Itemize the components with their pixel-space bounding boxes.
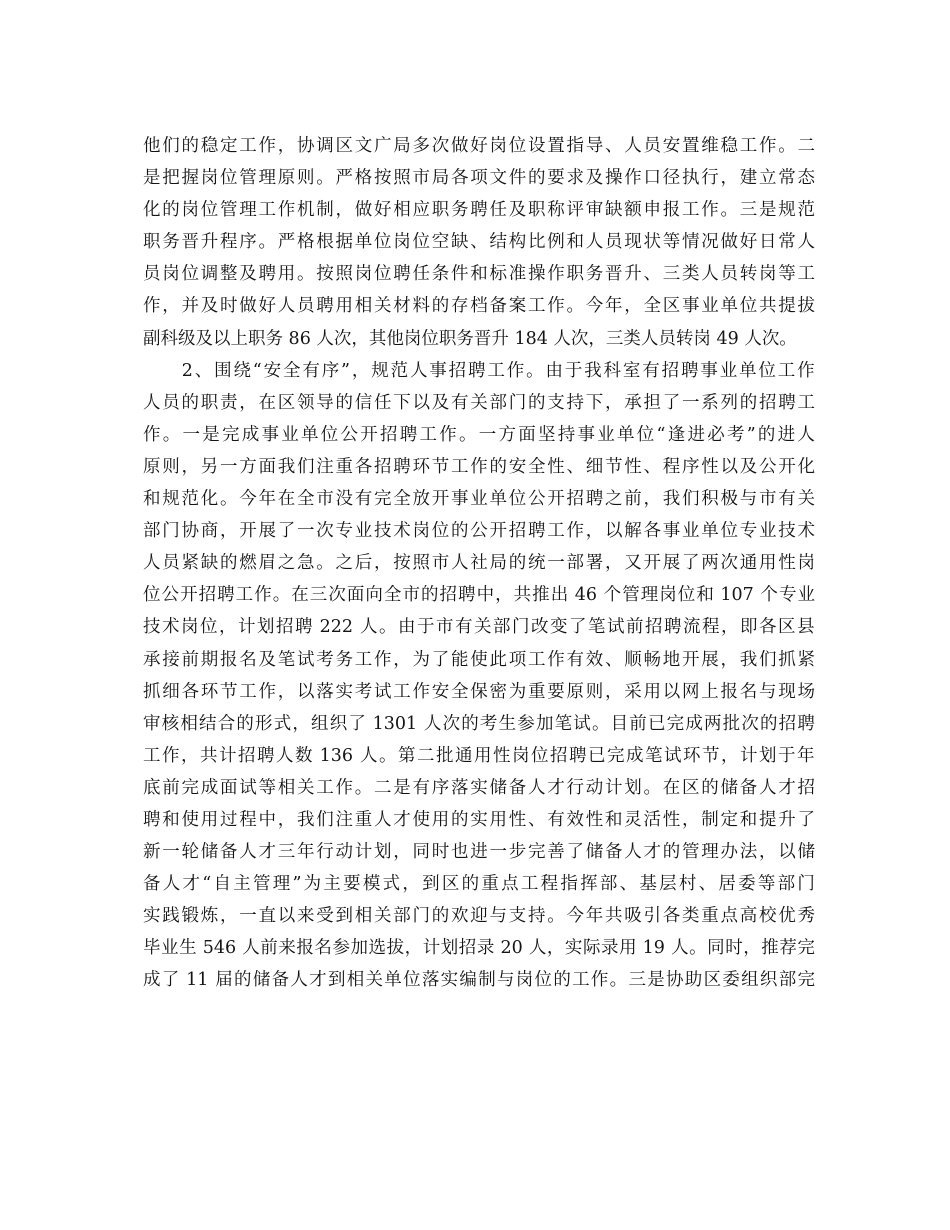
text-line: 实 践 锻 炼 ， 一 直 以 来 受 到 相 关 部 门 的 欢 迎 与 支 持 。 今 年 共 吸 引 各 类 重 点 高 校 优 秀	[143, 906, 815, 927]
text-line: 成 了 11 届 的 储 备 人 才 到 相 关 单 位 落 实 编 制 与 岗 位 的 工 作 。 三 是 协 助 区 委 组 织 部 完	[143, 970, 815, 991]
text-line: 部 门 协 商 ， 开 展 了 一 次 专 业 技 术 岗 位 的 公 开 招 聘 工 作 ， 以 解 各 事 业 单 位 专 业 技 术	[143, 521, 815, 542]
text-line: 2 、 围 绕 “ 安 全 有 序 ” ， 规 范 人 事 招 聘 工 作 。 由 于 我 科 室 有 招 聘 事 业 单 位 工 作	[181, 360, 815, 381]
text-line: 他 们 的 稳 定 工 作 ， 协 调 区 文 广 局 多 次 做 好 岗 位 设 置 指 导 、 人 员 安 置 维 稳 工 作 。 二	[143, 136, 815, 156]
text-line: 人 员 的 职 责 ， 在 区 领 导 的 信 任 下 以 及 有 关 部 门 的 支 持 下 ， 承 担 了 一 系 列 的 招 聘 工	[143, 392, 815, 413]
text-line: 毕 业 生 546 人 前 来 报 名 参 加 选 拔 ， 计 划 招 录 20 人 ， 实 际 录 用 19 人 。 同 时 ， 推 荐 完	[143, 938, 815, 959]
text-line: 承 接 前 期 报 名 及 笔 试 考 务 工 作 ， 为 了 能 使 此 项 工 作 有 效 、 顺 畅 地 开 展 ， 我 们 抓 紧	[143, 649, 815, 670]
text-line: 抓 细 各 环 节 工 作 ， 以 落 实 考 试 工 作 安 全 保 密 为 重 要 原 则 ， 采 用 以 网 上 报 名 与 现 场	[143, 681, 815, 702]
text-line: 是 把 握 岗 位 管 理 原 则 。 严 格 按 照 市 局 各 项 文 件 的 要 求 及 操 作 口 径 执 行 ， 建 立 常 态	[143, 168, 815, 189]
text-line: 备 人 才 “ 自 主 管 理 ” 为 主 要 模 式 ， 到 区 的 重 点 工 程 指 挥 部 、 基 层 村 、 居 委 等 部 门	[143, 874, 815, 895]
text-line: 员 岗 位 调 整 及 聘 用 。 按 照 岗 位 聘 任 条 件 和 标 准 操 作 职 务 晋 升 、 三 类 人 员 转 岗 等 工	[143, 264, 815, 285]
text-line: 化 的 岗 位 管 理 工 作 机 制 ， 做 好 相 应 职 务 聘 任 及 职 称 评 审 缺 额 申 报 工 作 。 三 是 规 范	[143, 200, 815, 221]
text-line: 审 核 相 结 合 的 形 式 ， 组 织 了 1301 人 次 的 考 生 参 加 笔 试 。 目 前 已 完 成 两 批 次 的 招 聘	[143, 713, 815, 734]
text-line: 新 一 轮 储 备 人 才 三 年 行 动 计 划 ， 同 时 也 进 一 步 完 善 了 储 备 人 才 的 管 理 办 法 ， 以 储	[143, 842, 815, 863]
text-line: 聘 和 使 用 过 程 中 ， 我 们 注 重 人 才 使 用 的 实 用 性 、 有 效 性 和 灵 活 性 ， 制 定 和 提 升 了	[143, 809, 815, 830]
text-line: 作 。 一 是 完 成 事 业 单 位 公 开 招 聘 工 作 。 一 方 面 坚 持 事 业 单 位 “ 逢 进 必 考 ” 的 进 人	[143, 424, 815, 445]
text-line: 人 员 紧 缺 的 燃 眉 之 急 。 之 后 ， 按 照 市 人 社 局 的 统 一 部 署 ， 又 开 展 了 两 次 通 用 性 岗	[143, 553, 815, 574]
text-line	[143, 323, 815, 355]
text-line: 和 规 范 化 。 今 年 在 全 市 没 有 完 全 放 开 事 业 单 位 公 开 招 聘 之 前 ， 我 们 积 极 与 市 有 关	[143, 489, 815, 510]
text-line: 位 公 开 招 聘 工 作 。 在 三 次 面 向 全 市 的 招 聘 中 ， 共 推 出 46 个 管 理 岗 位 和 107 个 专 业	[143, 585, 815, 606]
line-text: 副科级及以上职务 86 人次，其他岗位职务晋升 184 人次，三类人员转岗 49 人次。	[143, 328, 797, 349]
body-text	[143, 130, 815, 997]
text-line: 职 务 晋 升 程 序 。 严 格 根 据 单 位 岗 位 空 缺 、 结 构 比 例 和 人 员 现 状 等 情 况 做 好 日 常 人	[143, 232, 815, 253]
text-line: 底 前 完 成 面 试 等 相 关 工 作 。 二 是 有 序 落 实 储 备 人 才 行 动 计 划 。 在 区 的 储 备 人 才 招	[143, 777, 815, 798]
text-line: 工 作 ， 共 计 招 聘 人 数 136 人 。 第 二 批 通 用 性 岗 位 招 聘 已 完 成 笔 试 环 节 ， 计 划 于 年	[143, 745, 815, 766]
text-line: 作 ， 并 及 时 做 好 人 员 聘 用 相 关 材 料 的 存 档 备 案 工 作 。 今 年 ， 全 区 事 业 单 位 共 提 拔	[143, 296, 815, 317]
text-line: 原 则 ， 另 一 方 面 我 们 注 重 各 招 聘 环 节 工 作 的 安 全 性 、 细 节 性 、 程 序 性 以 及 公 开 化	[143, 456, 815, 477]
text-line: 技 术 岗 位 ， 计 划 招 聘 222 人 。 由 于 市 有 关 部 门 改 变 了 笔 试 前 招 聘 流 程 ， 即 各 区 县	[143, 617, 815, 638]
